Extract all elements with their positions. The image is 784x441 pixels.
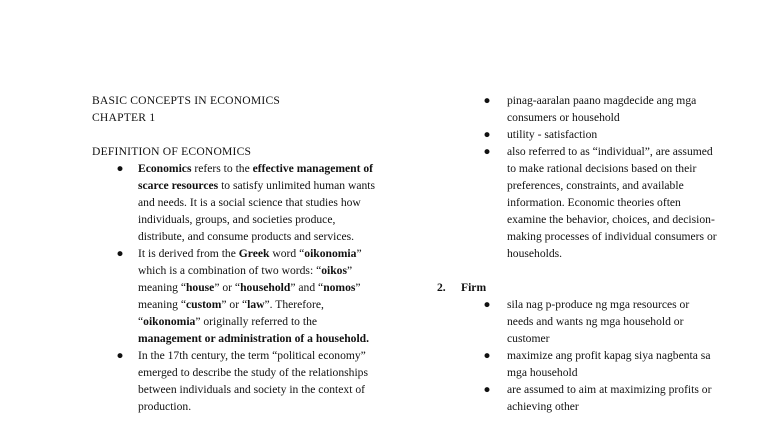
list-item — [437, 347, 717, 381]
term: household — [240, 281, 291, 294]
text: ” meaning “ — [138, 264, 353, 294]
left-column — [92, 92, 382, 415]
term: management or administration of a household. — [138, 332, 370, 345]
document-title: BASIC CONCEPTS IN ECONOMICS — [92, 94, 281, 107]
list-item — [437, 296, 717, 347]
term: effective management of scarce resources — [138, 162, 374, 192]
section-number: 2. — [437, 281, 446, 294]
list-item — [92, 160, 382, 245]
text: also referred to as “individual”, are assumed to make rational decisions based on their preferences, constraints, and available information. Economic theories often examine the behavior, choices, and decision-making processes of individual consumers or households. — [507, 145, 717, 260]
list-item — [437, 381, 717, 415]
text: ” originally referred to the — [195, 315, 318, 328]
text: ” or “ — [214, 281, 241, 294]
list-item — [437, 143, 717, 262]
text: utility - satisfaction — [507, 128, 598, 141]
term: oikonomia — [143, 315, 196, 328]
list-item — [437, 126, 717, 143]
term: nomos — [323, 281, 356, 294]
bullet-icon: ● — [116, 247, 124, 260]
text: to satisfy unlimited human wants and needs. It is a social science that studies how individuals, groups, and societies produce, distribute, and consume products and services. — [138, 179, 375, 243]
term: law — [247, 298, 265, 311]
text: maximize ang profit kapag siya nagbenta sa mga household — [507, 349, 711, 379]
bullet-icon: ● — [483, 349, 491, 362]
text: ” and “ — [290, 281, 324, 294]
bullet-icon: ● — [483, 145, 491, 158]
text: ” which is a combination of two words: “ — [138, 247, 362, 277]
bullet-icon: ● — [483, 298, 491, 311]
term: custom — [185, 298, 222, 311]
text: It is derived from the — [138, 247, 239, 260]
text: are assumed to aim at maximizing profits or achieving other — [507, 383, 712, 413]
term: oikos — [321, 264, 347, 277]
text: ”. Therefore, “ — [138, 298, 324, 328]
text: In the 17th century, the term “political economy” emerged to describe the study of the relationships between individuals and society in the context of production. — [138, 349, 368, 413]
text: ” or “ — [221, 298, 248, 311]
text: pinag-aaralan paano magdecide ang mga consumers or household — [507, 94, 697, 124]
bullet-icon: ● — [116, 349, 124, 362]
list-item — [92, 245, 382, 347]
bullet-icon: ● — [116, 162, 124, 175]
definition-list — [92, 160, 382, 415]
section-title: Firm — [461, 281, 487, 294]
term: house — [185, 281, 215, 294]
text: word “ — [269, 247, 305, 260]
term: Greek — [238, 247, 270, 260]
term: oikonomia — [304, 247, 357, 260]
list-item — [437, 92, 717, 126]
consumer-list — [437, 92, 717, 262]
term: Economics — [138, 162, 192, 175]
section-heading-firm — [437, 279, 717, 296]
right-column — [437, 92, 717, 415]
bullet-icon: ● — [483, 128, 491, 141]
bullet-icon: ● — [483, 94, 491, 107]
chapter-label: CHAPTER 1 — [92, 111, 156, 124]
text: sila nag p-produce ng mga resources or needs and wants ng mga household or customer — [507, 298, 690, 345]
list-item — [92, 347, 382, 415]
firm-list — [437, 296, 717, 415]
section-heading: DEFINITION OF ECONOMICS — [92, 145, 252, 158]
bullet-icon: ● — [483, 383, 491, 396]
text: refers to the — [191, 162, 253, 175]
text: ” meaning “ — [138, 281, 361, 311]
